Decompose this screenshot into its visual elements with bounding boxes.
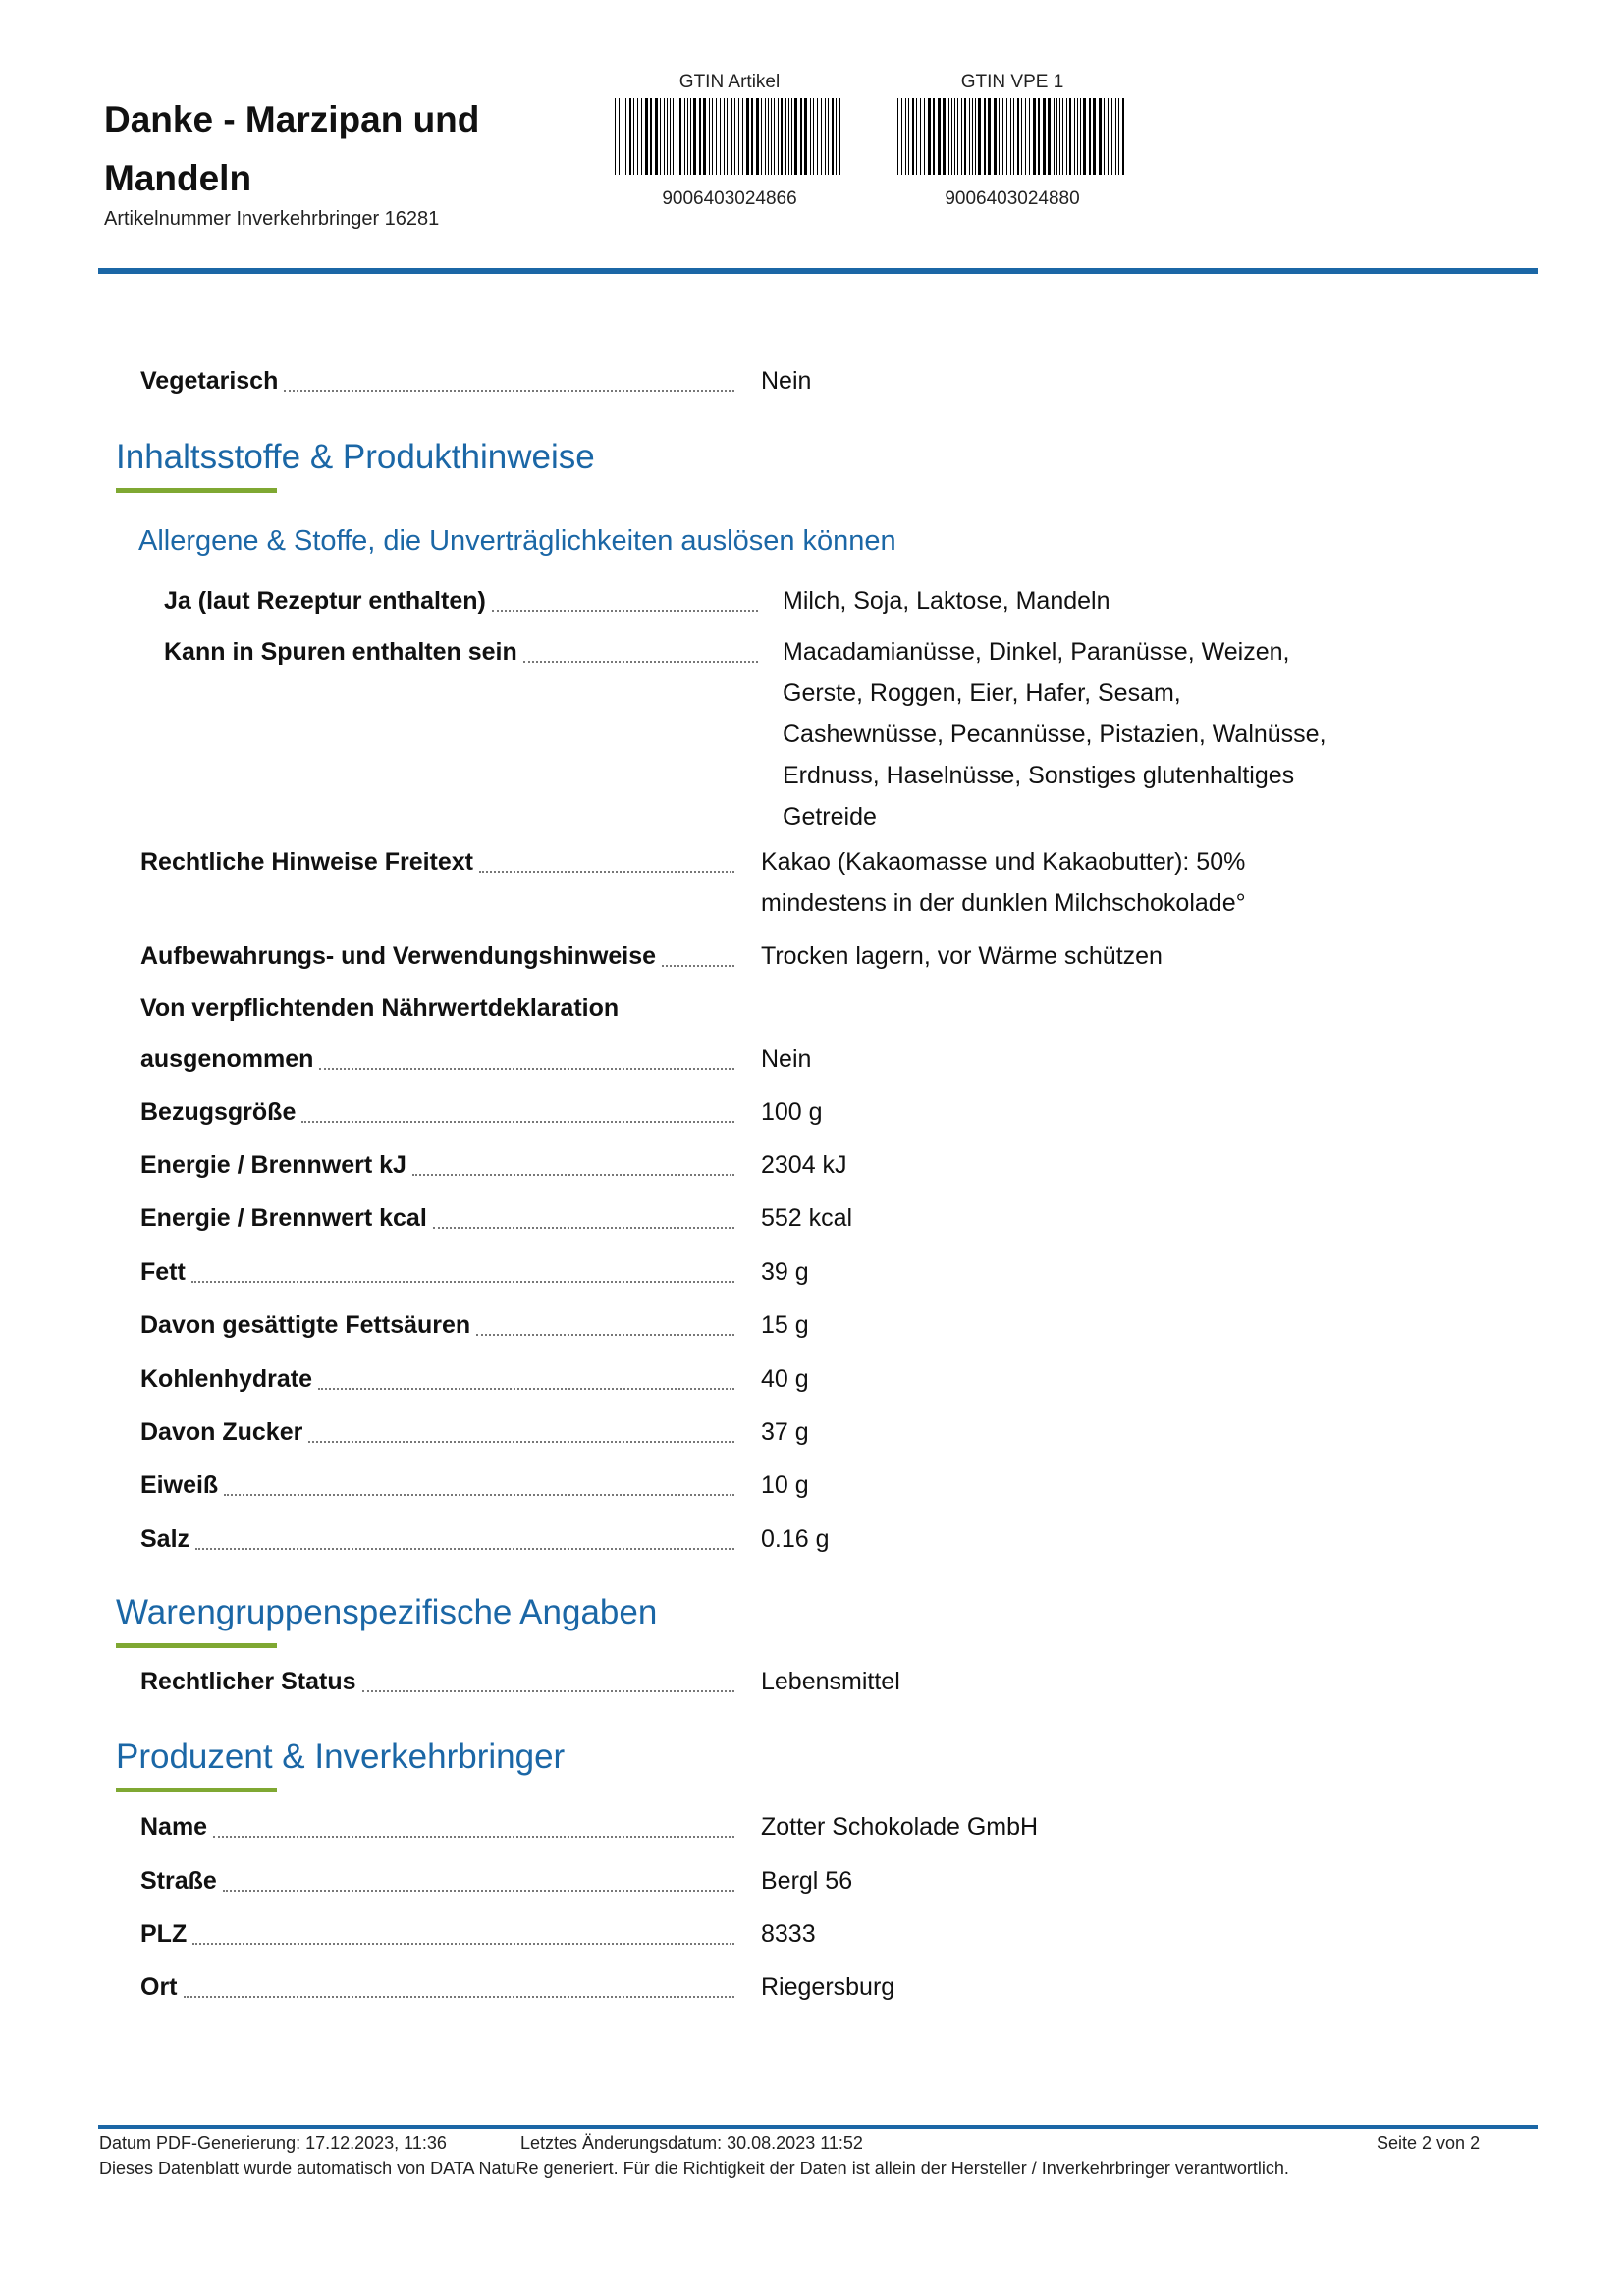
barcode-bar [727, 98, 728, 175]
barcode-bar [817, 98, 818, 175]
barcode-bar [1089, 98, 1091, 175]
leader-dots [224, 1494, 734, 1496]
barcode-bar [778, 98, 779, 175]
barcode-bar [1111, 98, 1112, 175]
attr-label: Aufbewahrungs- und Verwendungshinweise [140, 942, 657, 970]
barcode-bar [699, 98, 701, 175]
barcode-bar [933, 98, 935, 175]
barcode-bar [964, 98, 966, 175]
attr-value: 40 g [761, 1365, 809, 1393]
barcode-bar [734, 98, 735, 175]
barcode-bar [978, 98, 981, 175]
attr-value: 37 g [761, 1418, 809, 1446]
barcode-bar [1108, 98, 1109, 175]
barcode-bar [1115, 98, 1116, 175]
leader-dots [492, 610, 758, 612]
leader-dots [284, 390, 734, 392]
attr-value: 2304 kJ [761, 1151, 847, 1179]
barcode-bar [1069, 98, 1071, 175]
barcode-bar [629, 98, 631, 175]
barcode-bar [825, 98, 826, 175]
barcode-bar [633, 98, 634, 175]
barcode-bar [788, 98, 789, 175]
barcode-bar [751, 98, 753, 175]
attr-value: Kakao (Kakaomasse und Kakaobutter): 50% mindestens in der dunklen Milchschokolade° [761, 848, 1246, 917]
barcode-bar [1083, 98, 1086, 175]
barcode-bar [804, 98, 807, 175]
barcode-bar [687, 98, 688, 175]
barcode-bar [1062, 98, 1063, 175]
barcode-bar [1077, 98, 1078, 175]
attr-label: Rechtlicher Status [140, 1668, 356, 1695]
attr-label-line1: Von verpflichtenden Nährwertdeklaration [140, 994, 620, 1022]
barcode-bar [1021, 98, 1022, 175]
barcode-bar [1099, 98, 1102, 175]
barcode-bar [742, 98, 743, 175]
barcode-bar [1054, 98, 1055, 175]
barcode-bar [897, 98, 898, 175]
leader-dots [523, 661, 758, 663]
attr-value: Lebensmittel [761, 1668, 900, 1695]
barcode-bar [999, 98, 1000, 175]
barcode-bar [781, 98, 783, 175]
attr-value: Bergl 56 [761, 1867, 853, 1895]
leader-dots [412, 1174, 734, 1176]
barcode-bar [954, 98, 955, 175]
barcode-bar [1033, 98, 1036, 175]
attr-value: 0.16 g [761, 1525, 830, 1553]
barcode-bar [951, 98, 952, 175]
barcode-bar [774, 98, 775, 175]
attr-label: Name [140, 1813, 208, 1841]
barcode-bar [664, 98, 665, 175]
leader-dots [319, 1068, 734, 1070]
leader-dots [191, 1281, 734, 1283]
barcode-caption: GTIN Artikel [678, 72, 781, 92]
leader-dots [192, 1943, 734, 1945]
barcode-bar [1013, 98, 1014, 175]
barcode-bar [771, 98, 772, 175]
barcode-bar [1104, 98, 1105, 175]
attr-label: Kohlenhydrate [140, 1365, 313, 1393]
attr-value: 552 kcal [761, 1204, 853, 1232]
leader-dots [195, 1548, 734, 1550]
attr-value: 15 g [761, 1311, 809, 1339]
barcode-image [615, 98, 844, 175]
barcode-bar [832, 98, 834, 175]
barcode-bar [738, 98, 739, 175]
footer-modified: Letztes Änderungsdatum: 30.08.2023 11:52 [520, 2133, 863, 2153]
attr-value: Zotter Schokolade GmbH [761, 1813, 1039, 1841]
barcode-bar [828, 98, 829, 175]
barcode-bar [1038, 98, 1040, 175]
barcode-bar [800, 98, 802, 175]
footer-divider [98, 2125, 1538, 2129]
barcode-bar [938, 98, 941, 175]
barcode-gtin-article [607, 71, 852, 210]
leader-dots [479, 871, 734, 873]
attr-label: Eiweiß [140, 1471, 219, 1499]
barcode-bar [641, 98, 642, 175]
section-heading-product-group: Warengruppenspezifische Angaben [116, 1593, 658, 1631]
article-number: Artikelnummer Inverkehrbringer 16281 [104, 208, 440, 230]
barcode-bar [709, 98, 710, 175]
barcode-bar [670, 98, 671, 175]
barcode-bar [836, 98, 837, 175]
barcode-bar [1002, 98, 1003, 175]
barcode-bar [1025, 98, 1026, 175]
attr-label: Vegetarisch [140, 367, 279, 395]
barcode-bar [972, 98, 973, 175]
barcode-bar [679, 98, 681, 175]
barcode-bar [916, 98, 917, 175]
barcode-bar [791, 98, 792, 175]
barcode-bar [1093, 98, 1096, 175]
attr-value: Macadamianüsse, Dinkel, Paranüsse, Weizen, Gerste, Roggen, Eier, Hafer, Sesam, Cashewnüsse, Pecannüsse, Pistazien, Walnüsse, Erdnuss, Haselnüsse, Sonstiges glutenhaltiges Getreide [783, 638, 1326, 830]
attr-value: 39 g [761, 1258, 809, 1286]
barcode-bar [712, 98, 713, 175]
barcode-bar [615, 98, 616, 175]
barcode-bar [920, 98, 921, 175]
leader-dots [301, 1121, 734, 1123]
header-divider [98, 268, 1538, 274]
attr-label: Energie / Brennwert kJ [140, 1151, 406, 1179]
barcode-bar [667, 98, 668, 175]
barcode-bar [813, 98, 814, 175]
barcode-bar [703, 98, 706, 175]
footer-generated: Datum PDF-Generierung: 17.12.2023, 11:36 [99, 2133, 447, 2153]
barcode-bar [1017, 98, 1019, 175]
leader-dots [476, 1334, 734, 1336]
attr-label: Salz [140, 1525, 190, 1553]
barcode-bar [1118, 98, 1119, 175]
barcode-bar [994, 98, 997, 175]
barcode-bar [988, 98, 991, 175]
attr-value: Trocken lagern, vor Wärme schützen [761, 942, 1163, 970]
barcode-bar [969, 98, 970, 175]
attr-value: 10 g [761, 1471, 809, 1499]
barcode-gtin-vpe [890, 71, 1135, 210]
barcode-bar [724, 98, 725, 175]
footer-page-number: Seite 2 von 2 [1377, 2133, 1481, 2153]
barcode-bar [821, 98, 822, 175]
leader-dots [662, 965, 734, 967]
barcode-number: 9006403024880 [945, 188, 1080, 209]
barcode-bar [1043, 98, 1046, 175]
attr-label: Bezugsgröße [140, 1098, 297, 1126]
footer-disclaimer: Dieses Datenblatt wurde automatisch von DATA NatuRe generiert. Für die Richtigkeit der Daten ist allein der Hersteller / Inverkehrbringer verantwortlich. [99, 2159, 1289, 2178]
barcode-bar [785, 98, 786, 175]
barcode-bar [1080, 98, 1081, 175]
barcode-bar [660, 98, 661, 175]
barcode-bar [768, 98, 769, 175]
barcode-bar [1048, 98, 1051, 175]
section-heading-ingredients: Inhaltsstoffe & Produkthinweise [116, 438, 595, 476]
attr-value: 100 g [761, 1098, 823, 1126]
barcode-bar [943, 98, 946, 175]
attr-label: Fett [140, 1258, 186, 1286]
subsection-heading-allergens: Allergene & Stoffe, die Unverträglichkeiten auslösen können [138, 525, 896, 557]
barcode-bar [1074, 98, 1075, 175]
attr-label: Straße [140, 1867, 217, 1895]
section-underline [116, 1788, 277, 1792]
barcode-bar [746, 98, 749, 175]
leader-dots [362, 1690, 734, 1692]
barcode-bar [839, 98, 840, 175]
barcode-bar [619, 98, 620, 175]
attr-label: Ja (laut Rezeptur enthalten) [164, 587, 486, 614]
leader-dots [184, 1996, 735, 1998]
barcode-bar [912, 98, 914, 175]
barcode-bar [765, 98, 766, 175]
barcode-bar [693, 98, 696, 175]
barcode-bar [975, 98, 976, 175]
barcode-bar [720, 98, 721, 175]
barcode-bar [794, 98, 797, 175]
product-title: Danke - Marzipan und Mandeln [104, 99, 480, 198]
attr-label: Davon gesättigte Fettsäuren [140, 1311, 471, 1339]
barcode-bar [673, 98, 674, 175]
barcode-bar [948, 98, 949, 175]
barcode-bar [905, 98, 906, 175]
attr-value: Riegersburg [761, 1973, 895, 2001]
leader-dots [318, 1388, 734, 1390]
attr-label: Energie / Brennwert kcal [140, 1204, 427, 1232]
barcode-bar [1006, 98, 1007, 175]
barcode-bar [655, 98, 658, 175]
attr-label: PLZ [140, 1920, 188, 1948]
barcode-bar [984, 98, 986, 175]
section-underline [116, 1643, 277, 1648]
attr-label: Davon Zucker [140, 1418, 303, 1446]
barcode-bar [1059, 98, 1060, 175]
barcode-bar [756, 98, 759, 175]
barcode-bar [684, 98, 685, 175]
barcode-bar [901, 98, 902, 175]
barcode-bar [924, 98, 925, 175]
attr-label: Ort [140, 1973, 178, 2001]
leader-dots [213, 1836, 734, 1838]
leader-dots [308, 1441, 734, 1443]
barcode-bar [625, 98, 626, 175]
attr-label-line2: ausgenommen [140, 1045, 314, 1073]
barcode-bar [650, 98, 652, 175]
leader-dots [223, 1890, 734, 1892]
attr-value: Nein [761, 367, 812, 395]
attr-label: Kann in Spuren enthalten sein [164, 638, 517, 666]
barcode-caption: GTIN VPE 1 [960, 72, 1064, 92]
barcode-bar [928, 98, 931, 175]
barcode-number: 9006403024866 [662, 188, 797, 209]
attr-value: Nein [761, 1045, 812, 1073]
attr-value: 8333 [761, 1920, 816, 1948]
barcode-bar [1029, 98, 1030, 175]
barcode-bar [1056, 98, 1057, 175]
barcode-bar [716, 98, 717, 175]
barcode-bar [731, 98, 732, 175]
attr-value: Milch, Soja, Laktose, Mandeln [783, 587, 1110, 614]
barcode-bar [957, 98, 958, 175]
barcode-bar [1010, 98, 1011, 175]
section-heading-producer: Produzent & Inverkehrbringer [116, 1737, 566, 1776]
barcode-bar [645, 98, 648, 175]
barcode-bar [637, 98, 638, 175]
barcode-bar [761, 98, 762, 175]
leader-dots [433, 1227, 734, 1229]
barcode-bar [1122, 98, 1124, 175]
barcode-image [897, 98, 1127, 175]
barcode-bar [810, 98, 811, 175]
section-underline [116, 488, 277, 493]
barcode-bar [908, 98, 909, 175]
attr-label: Rechtliche Hinweise Freitext [140, 848, 474, 876]
barcode-bar [1066, 98, 1067, 175]
barcode-bar [690, 98, 691, 175]
barcode-bar [961, 98, 962, 175]
